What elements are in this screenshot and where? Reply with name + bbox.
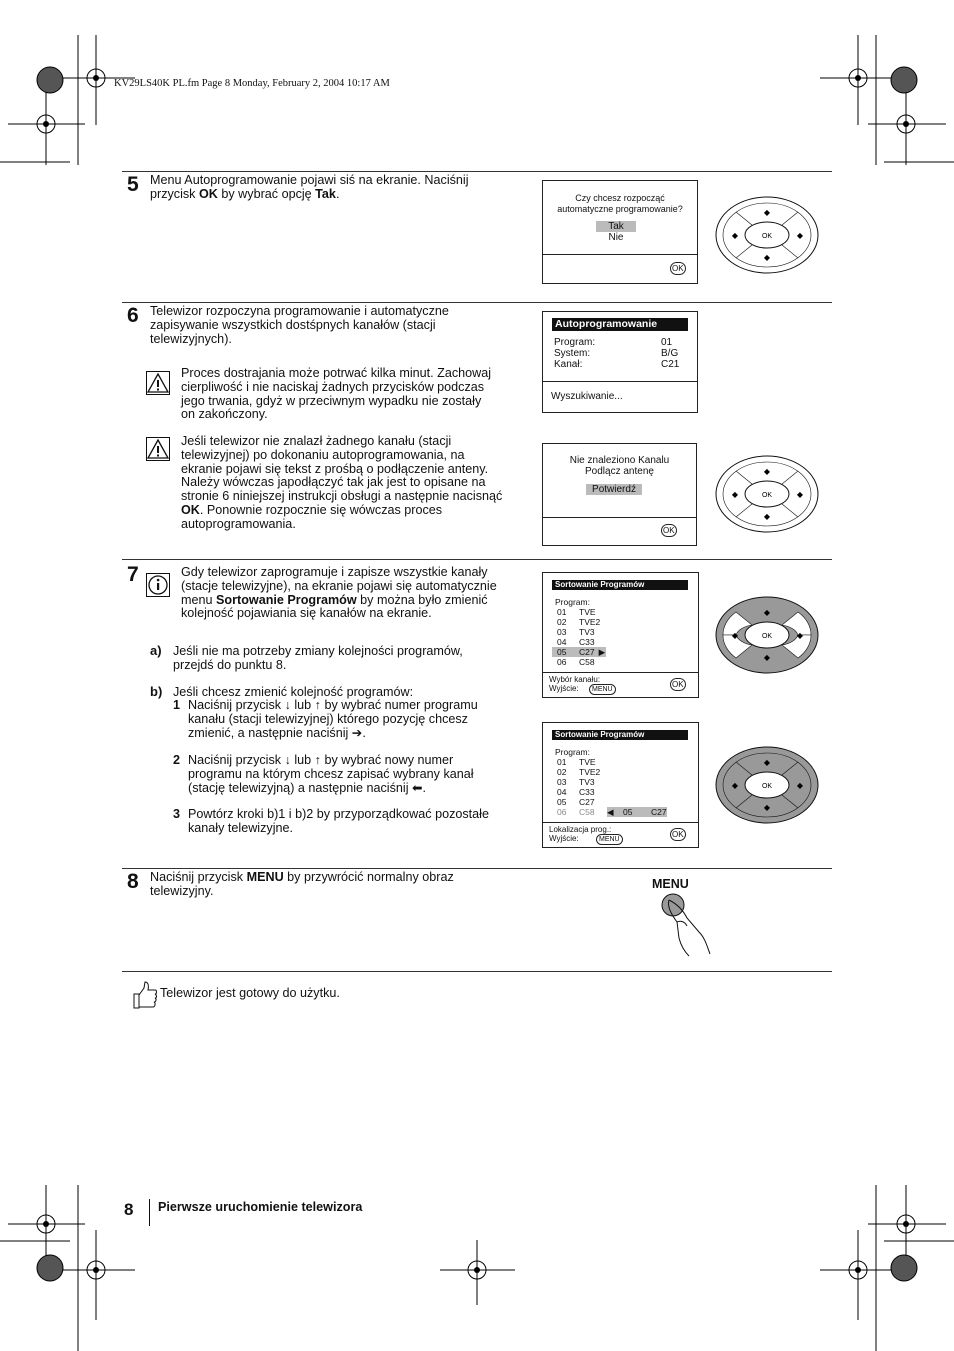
svg-text:◆: ◆ xyxy=(763,467,771,476)
remote-dpad-all-icon xyxy=(714,745,820,825)
svg-text:OK: OK xyxy=(761,233,773,240)
hand-pressing-button-icon xyxy=(655,890,717,958)
final-message: Telewizor jest gotowy do użytku. xyxy=(160,986,340,1000)
status-text: Wyszukiwanie... xyxy=(551,391,623,402)
option-no: Nie xyxy=(608,232,624,243)
step-number: 6 xyxy=(127,304,139,327)
divider xyxy=(122,171,832,172)
step-number: 8 xyxy=(127,870,139,893)
svg-text:◆: ◆ xyxy=(763,512,771,521)
divider xyxy=(122,971,832,972)
option-yes: Tak xyxy=(596,221,636,232)
svg-text:◆: ◆ xyxy=(796,781,804,790)
footer-divider xyxy=(149,1199,150,1226)
menu-label: MENU xyxy=(652,877,689,891)
page-number: 8 xyxy=(124,1200,134,1219)
info-icon xyxy=(146,573,170,597)
tv-screen-no-channel: Nie znaleziono Kanalu Podlącz antenę Potwierdź OK xyxy=(542,443,697,546)
divider xyxy=(122,868,832,869)
svg-text:OK: OK xyxy=(761,633,773,640)
program-list: 01 TVE 02 TVE2 03 TV3 04 C33 05 C27 06 C58 xyxy=(557,757,601,817)
svg-text:◆: ◆ xyxy=(731,490,739,499)
ok-icon: OK xyxy=(672,830,684,839)
svg-text:◆: ◆ xyxy=(763,803,771,812)
svg-text:◆: ◆ xyxy=(763,758,771,767)
substep-number: 3 xyxy=(173,807,181,821)
svg-text:◆: ◆ xyxy=(763,653,771,662)
remote-dpad-updown-icon xyxy=(714,595,820,675)
warning-text-2: Jeśli telewizor nie znalazł żadnego kanału (stacji telewizyjnej) po dokonaniu autoprogramowania, na ekranie pojawi się tekst z prośbą o podłączenie anteny. Należy wówczas japodłączyć tak jak jest to opisane na stronie 6 niniejszej instrukcji obsługi a następnie nacisnąć OK. Ponownie rozpocznie się wówczas proces autoprogramowania. xyxy=(181,434,503,531)
svg-text:◆: ◆ xyxy=(796,231,804,240)
substep-number: 1 xyxy=(173,698,181,712)
warning-icon xyxy=(146,437,170,461)
item-label-b: b) xyxy=(150,684,163,699)
tv-screen-autoprogramming: Autoprogramowanie Program: System: Kanał: 01 B/G C21 Wyszukiwanie... xyxy=(542,311,698,413)
step7-b-text: Jeśli chcesz zmienić kolejność programów: xyxy=(173,685,414,699)
tv-screen-autoprogram-confirm: Czy chcesz rozpocząć automatyczne programowanie? Tak Nie OK xyxy=(542,180,698,284)
step-number: 7 xyxy=(127,563,139,586)
svg-text:◆: ◆ xyxy=(796,490,804,499)
step6-text: Telewizor rozpoczyna programowanie i automatyczne zapisywanie wszystkich dostśpnych kanałów (stacji telewizyjnych). xyxy=(150,304,449,346)
screen-title: Autoprogramowanie xyxy=(552,318,688,331)
svg-text:◆: ◆ xyxy=(731,781,739,790)
substep-number: 2 xyxy=(173,753,181,767)
step7-a-text: Jeśli nie ma potrzeby zmiany kolejności programów, przejdś do punktu 8. xyxy=(173,644,463,672)
svg-text:OK: OK xyxy=(761,492,773,499)
thumbs-up-icon xyxy=(130,980,158,1010)
tv-screen-program-move: Sortowanie Programów Program: 01 TVE 02 TVE2 03 TV3 04 C33 05 C27 06 C58 ◀ 05 C27 Lokalizacja prog.: Wyjście: MENU OK xyxy=(542,722,699,848)
confirm-option: Potwierdź xyxy=(586,484,642,495)
screen-title: Sortowanie Programów xyxy=(552,580,688,590)
remote-dpad-icon xyxy=(714,195,820,275)
menu-icon: MENU xyxy=(596,834,623,845)
svg-text:◆: ◆ xyxy=(763,608,771,617)
step7-intro: Gdy telewizor zaprogramuje i zapisze wszystkie kanały (stacje telewizyjne), na ekranie pojawi się automatycznie menu Sortowanie Programów by można było zmienić kolejność pojawiania się kanałów na ekranie. xyxy=(181,565,497,621)
program-list: 01 TVE 02 TVE2 03 TV3 04 C33 05 C27 ▶ 06 C58 xyxy=(552,607,606,667)
svg-text:◆: ◆ xyxy=(763,208,771,217)
step5-text: Menu Autoprogramowanie pojawi siś na ekranie. Naciśnij przycisk OK by wybrać opcję Tak. xyxy=(150,173,469,201)
ok-icon: OK xyxy=(672,264,684,273)
divider xyxy=(122,302,832,303)
step8-text: Naciśnij przycisk MENU by przywrócić normalny obraz telewizyjny. xyxy=(150,870,454,898)
warning-text-1: Proces dostrajania może potrwać kilka minut. Zachowaj cierpliwość i nie naciskaj żadnych przycisków podczas jego trwania, gdyż w przeciwnym wypadku nie zostały on zakończony. xyxy=(181,366,492,422)
svg-text:◆: ◆ xyxy=(731,631,739,640)
svg-text:◆: ◆ xyxy=(763,253,771,262)
item-label-a: a) xyxy=(150,643,162,658)
file-header: KV29LS40K PL.fm Page 8 Monday, February 2, 2004 10:17 AM xyxy=(114,78,390,89)
remote-dpad-icon xyxy=(714,454,820,534)
step7-b3-text: Powtórz kroki b)1 i b)2 by przyporządkować pozostałe kanały telewizyjne. xyxy=(188,807,489,835)
warning-icon xyxy=(146,371,170,395)
svg-text:◆: ◆ xyxy=(731,231,739,240)
tv-screen-program-sort: Sortowanie Programów Program: 01 TVE 02 TVE2 03 TV3 04 C33 05 C27 ▶ 06 C58 Wybór kanału: Wyjście: MENU OK xyxy=(542,572,699,698)
divider xyxy=(122,559,832,560)
screen-title: Sortowanie Programów xyxy=(552,730,688,740)
menu-icon: MENU xyxy=(589,684,616,695)
step-number: 5 xyxy=(127,173,139,196)
ok-icon: OK xyxy=(672,680,684,689)
section-title: Pierwsze uruchomienie telewizora xyxy=(158,1200,363,1214)
svg-text:OK: OK xyxy=(761,783,773,790)
svg-text:◆: ◆ xyxy=(796,631,804,640)
step7-b1-text: Naciśnij przycisk ↓ lub ↑ by wybrać numer programu kanału (stacji telewizyjnej) którego pozycję chcesz zmienić, a następnie naciśnij ➔. xyxy=(188,698,478,740)
ok-icon: OK xyxy=(663,526,675,535)
moving-row: ◀ 05 C27 xyxy=(607,807,667,817)
step7-b2-text: Naciśnij przycisk ↓ lub ↑ by wybrać nowy numer programu na którym chcesz zapisać wybrany kanał (stację telewizyjną) a następnie naciśnij ⬅. xyxy=(188,753,474,795)
